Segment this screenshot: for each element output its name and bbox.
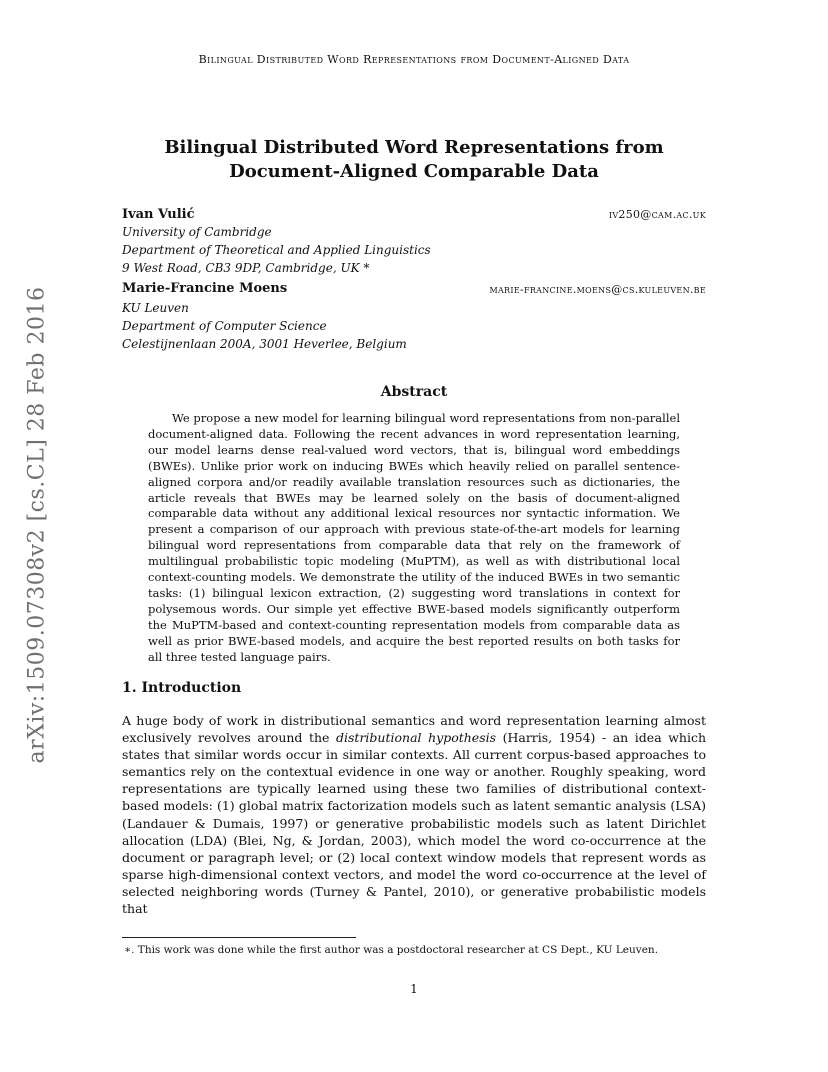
author-2-affiliation-line: Department of Computer Science [122,319,327,333]
abstract-text: We propose a new model for learning bilingual word representations from non-parallel document-aligned data. Following the recent advances in word representation learning, our model learns dense real-valued word vectors, that is, bilingual word embeddings (BWEs). Unlike prior work on inducing BWEs which heavily relied on parallel sentence-aligned corpora and/or readily available translation resources such as dictionaries, the article reveals that BWEs may be learned solely on the basis of document-aligned comparable data without any additional lexical resources nor syntactic information. We present a comparison of our approach with previous state-of-the-art models for learning bilingual word representations from comparable data that rely on the framework of multilingual probabilistic topic modeling (MuPTM), as well as with distributional local context-counting models. We demonstrate the utility of the induced BWEs in two semantic tasks: (1) bilingual lexicon extraction, (2) suggesting word translations in context for polysemous words. Our simple yet effective BWE-based models significantly outperform the MuPTM-based and context-counting representation models from comparable data as well as prior BWE-based models, and acquire the best reported results on both tasks for all three tested language pairs. [148,411,680,664]
author-2-affiliation-line: KU Leuven [122,301,189,315]
paper-title-line-1: Bilingual Distributed Word Representations from [164,137,664,158]
author-2-email: marie-francine.moens@cs.kuleuven.be [489,283,706,296]
author-2-name: Marie-Francine Moens [122,281,288,296]
author-1-email: iv250@cam.ac.uk [608,208,706,221]
running-head: Bilingual Distributed Word Representations from Document-Aligned Data [198,53,630,66]
author-1-affiliation-line: 9 West Road, CB3 9DP, Cambridge, UK * [122,261,370,275]
introduction-paragraph [122,712,706,917]
author-1-affiliation-line: University of Cambridge [122,225,272,239]
paper-title-line-2: Document-Aligned Comparable Data [229,161,599,182]
intro-text-part: A huge body of work in distributional semantics and word representation learning almost exclusively revolves around the [122,713,706,746]
author-1-affiliation-line: Department of Theoretical and Applied Linguistics [122,243,431,257]
author-1-affiliation [122,223,431,277]
footnote: ∗. This work was done while the first author was a postdoctoral researcher at CS Dept., KU Leuven. [124,944,659,956]
author-1-name: Ivan Vulić [122,207,195,222]
page-number: 1 [410,982,418,996]
intro-text-part: (Harris, 1954) - an idea which states that similar words occur in similar contexts. All current corpus-based approaches to semantics rely on the contextual evidence in one way or another. Roughly speaking, word representations are typically learned using these two families of distributional context-based models: (1) global matrix factorization models such as latent semantic analysis (LSA) (Landauer & Dumais, 1997) or generative probabilistic models such as latent Dirichlet allocation (LDA) (Blei, Ng, & Jordan, 2003), which model the word co-occurrence at the document or paragraph level; or (2) local context window models that represent words as sparse high-dimensional context vectors, and model the word co-occurrence at the level of selected neighboring words (Turney & Pantel, 2010), or generative probabilistic models that [122,730,706,917]
author-2-affiliation-line: Celestijnenlaan 200A, 3001 Heverlee, Belgium [122,337,407,351]
footnote-divider [122,937,356,938]
section-heading-introduction: 1. Introduction [122,680,242,696]
paper-title [0,136,828,184]
arxiv-identifier-stamp: arXiv:1509.07308v2 [cs.CL] 28 Feb 2016 [24,286,50,764]
intro-emphasis-term: distributional hypothesis [336,730,497,746]
abstract-heading: Abstract [380,384,448,400]
author-2-affiliation [122,299,407,353]
